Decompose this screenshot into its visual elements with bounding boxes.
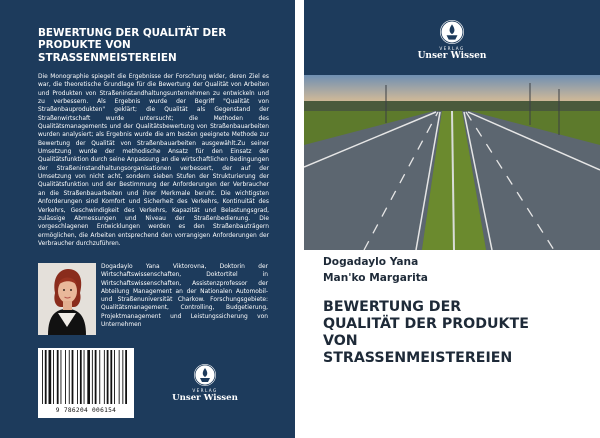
- publisher-emblem-icon: [440, 20, 464, 44]
- barcode-bar: [72, 350, 74, 404]
- barcode-bar: [110, 350, 112, 404]
- barcode-bar: [125, 350, 127, 404]
- barcode-bar: [57, 350, 59, 404]
- barcode-bar: [65, 350, 66, 404]
- title-line: VON: [323, 333, 358, 350]
- logo-brand-name: Unser Wissen: [417, 51, 487, 61]
- isbn-barcode: [38, 348, 134, 418]
- author-photo: [38, 263, 96, 335]
- author-name: Man'ko Margarita: [323, 272, 428, 284]
- title-line: QUALITÄT DER PRODUKTE: [323, 316, 529, 333]
- barcode-bar: [45, 350, 47, 404]
- front-cover: [304, 0, 600, 438]
- barcode-bar: [61, 350, 62, 404]
- barcode-bar: [99, 350, 100, 404]
- back-title-line: STRASSENMEISTEREIEN: [38, 51, 177, 64]
- barcode-bars: [40, 350, 132, 406]
- title-line: STRASSENMEISTEREIEN: [323, 350, 513, 367]
- barcode-bar: [53, 350, 54, 404]
- barcode-bar: [87, 350, 90, 404]
- abstract-text: Die Monographie spiegelt die Ergebnisse der Forschung wider, deren Ziel es war, die theoretische Grundlage für die Bewertung der Qualität von Arbeiten und Produkten von Straßeninstandhaltungsunternehmen zu entwickeln und zu verbessern. Als Ergebnis wurde der Begriff "Qualität von Straßenbauprodukten" geklärt; die Qualität als Gegenstand der Straßenwirtschaft wurde untersucht; die Methoden des Qualitätsmanagements und der Qualitätsbewertung von Straßenbauarbeiten wurden analysiert; als Ergebnis wurde die am besten geeignete Methode zur Bewertung der Qualität von Straßenbauarbeiten ausgewählt.Zu seiner Umsetzung wurde der methodische Ansatz für den Einsatz der Qualitätsfunktion durch seine Anpassung an die wirtschaftlichen Bedingungen der Straßeninstandhaltungsorganisationen verbessert, der auf der Umsetzung von nicht acht, sondern sieben Stufen der Strukturierung der Qualitätsfunktion und der Bestimmung der Anforderungen der Verbraucher an die Straßenbauarbeiten und ihrer Merkmale beruht. Die wichtigsten Anforderungen sind Komfort und Sicherheit des Verkehrs, Kontinuität des Verkehrs, Geschwindigkeit des Verkehrs, Kapazität und Belastungsgrad, zulässige Abmessungen und Niveau der Straßenbedienung. Die vorgeschlagenen Entwicklungen werden es den Straßenbauträgern ermöglichen, die Arbeiten entsprechend den vorrangigen Anforderungen der Verbraucher durchzuführen.: [38, 74, 269, 247]
- author-name: Dogadaylo Yana: [323, 256, 419, 268]
- barcode-bar: [49, 350, 52, 404]
- barcode-bar: [107, 350, 109, 404]
- barcode-number: 9 786204 006154: [55, 407, 117, 414]
- barcode-bar: [77, 350, 78, 404]
- back-cover-title: [38, 27, 268, 64]
- logo-verlag-label: VERLAG: [439, 46, 465, 51]
- title-line: BEWERTUNG DER: [323, 299, 462, 315]
- barcode-bar: [80, 350, 82, 404]
- back-title-line: PRODUKTE VON: [38, 39, 131, 52]
- book-title: [323, 299, 593, 367]
- barcode-bar: [84, 350, 85, 404]
- logo-verlag-label: VERLAG: [192, 388, 218, 393]
- spine: [295, 0, 304, 438]
- barcode-bar: [114, 350, 115, 404]
- barcode-bar: [104, 350, 105, 404]
- front-top-band: [304, 0, 600, 75]
- barcode-bar: [92, 350, 93, 404]
- author-bio: Dogadaylo Yana Viktorovna, Doktorin der Wirtschaftswissenschaften, Doktortitel in Wirtschaftswissenschaften, Assistenzprofessor der Abteilung Management an der Nationalen Automobil- und Straßenuniversität Charkow. Forschungsgebiete: Qualitätsmanagement, Controlling, Budgetierung, Projektmanagement und Leistungssicherung von Unternehmen: [101, 264, 268, 329]
- barcode-bar: [95, 350, 97, 404]
- back-cover: [0, 0, 295, 438]
- barcode-bar: [119, 350, 120, 404]
- barcode-bar: [69, 350, 70, 404]
- publisher-logo-back: [167, 364, 243, 403]
- barcode-bar: [42, 350, 43, 404]
- publisher-emblem-icon: [194, 364, 216, 386]
- logo-brand-name: Unser Wissen: [172, 393, 238, 403]
- cover-photo-highway: [304, 75, 600, 250]
- publisher-logo-front: [410, 20, 494, 61]
- barcode-bar: [122, 350, 123, 404]
- back-title-line: BEWERTUNG DER QUALITÄT DER: [38, 27, 227, 39]
